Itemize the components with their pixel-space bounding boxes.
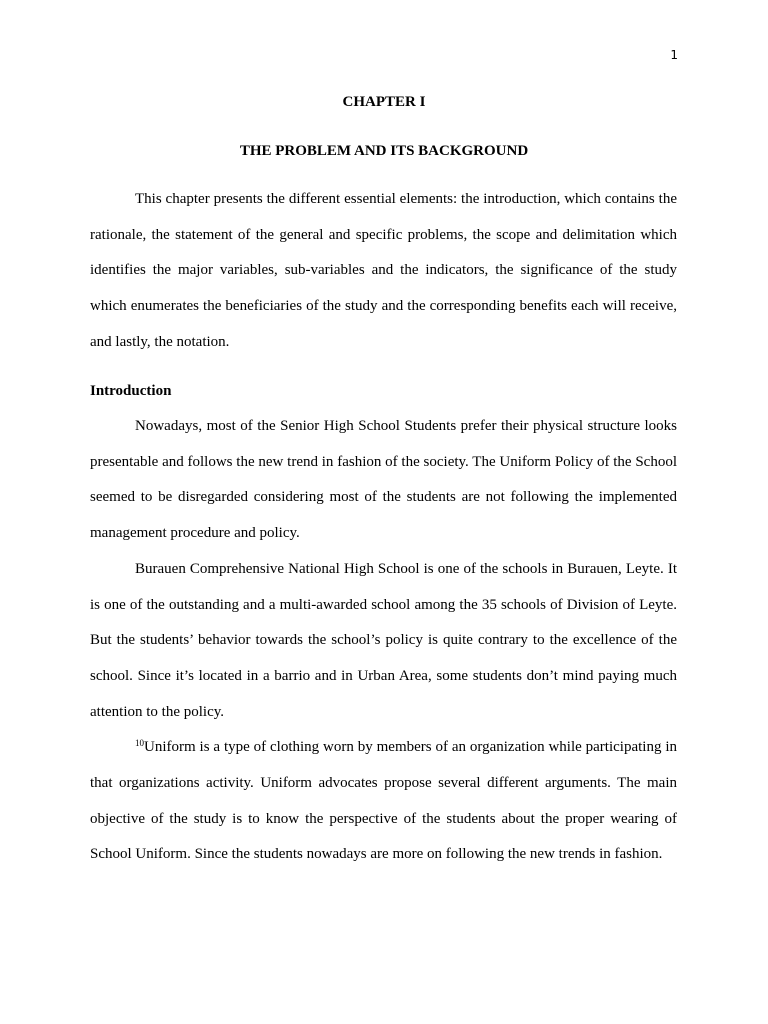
introduction-paragraph-1: Nowadays, most of the Senior High School Students prefer their physical structure looks presentable and follows the new trend in fashion of the society. The Uniform Policy of the School seemed to be disregarded considering most of the students are not following the implemented management procedure and policy. [90,418,677,542]
section-heading-introduction: Introduction [90,383,172,399]
introduction-paragraph-3 [90,730,677,873]
introduction-body [90,409,677,873]
chapter-title: THE PROBLEM AND ITS BACKGROUND [239,143,529,159]
footnoted-paragraph-text: Uniform is a type of clothing worn by members of an organization while participating in that organizations activity. Uniform advocates propose several different arguments. The main objective of the study is to know the perspective of the students about the proper wearing of School Uniform. Since the students nowadays are more on following the new trends in fashion. [90,739,677,863]
chapter-overview [90,182,677,361]
page-number: 1 [670,48,678,62]
chapter-label: CHAPTER I [342,94,426,110]
footnote-marker: 10 [135,738,144,749]
introduction-paragraph-2: Burauen Comprehensive National High School is one of the schools in Burauen, Leyte. It is one of the outstanding and a multi-awarded school among the 35 schools of Division of Leyte. But the students’ behavior towards the school’s policy is quite contrary to the excellence of the school. Since it’s located in a barrio and in Urban Area, some students don’t mind paying much attention to the policy. [90,560,677,720]
overview-paragraph: This chapter presents the different essential elements: the introduction, which contains the rationale, the statement of the general and specific problems, the scope and delimitation which identifies the major variables, sub-variables and the indicators, the significance of the study which enumerates the beneficiaries of the study and the corresponding benefits each will receive, and lastly, the notation. [90,191,677,350]
